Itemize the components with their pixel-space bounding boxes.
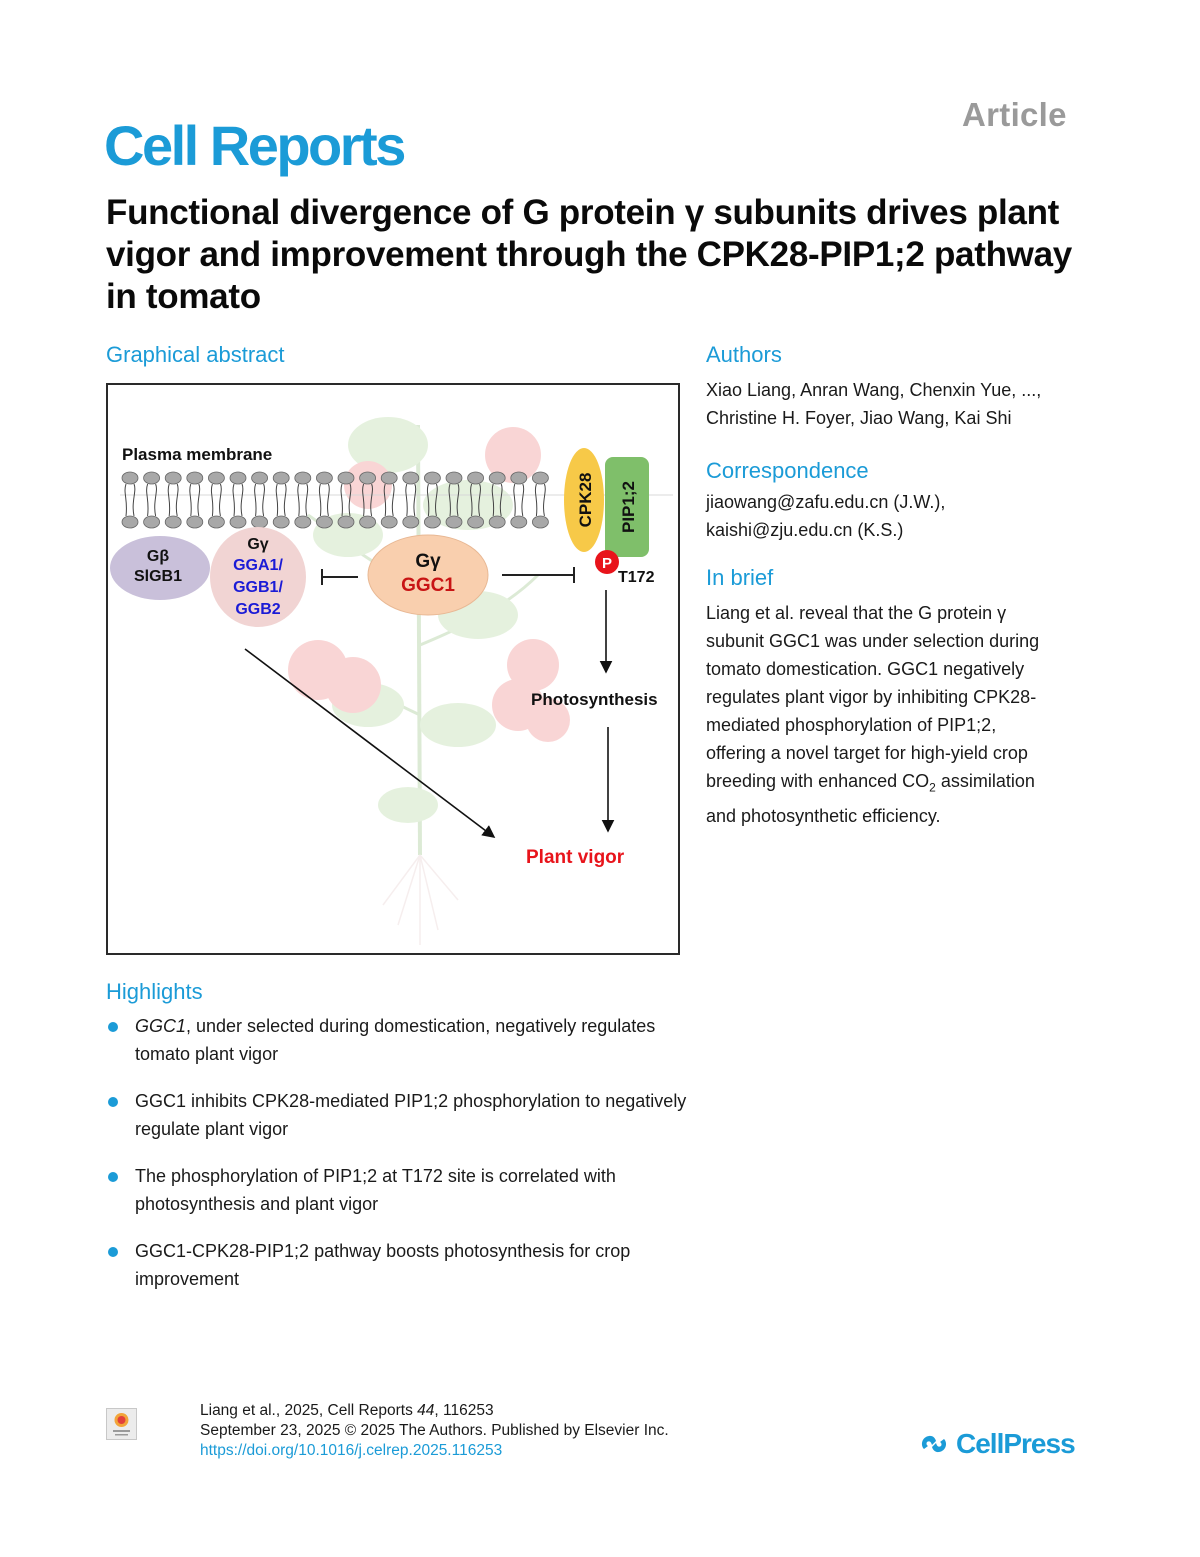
highlight-item: The phosphorylation of PIP1;2 at T172 site is correlated with photosynthesis and plant vigor <box>106 1162 696 1218</box>
correspondence-heading: Correspondence <box>706 458 869 483</box>
check-updates-icon <box>107 1409 136 1439</box>
correspondence-emails <box>706 488 1086 544</box>
ggc1-subunit <box>368 535 488 615</box>
check-for-updates-badge[interactable] <box>106 1408 137 1440</box>
cpk28-protein <box>564 448 604 552</box>
email-jiaowang[interactable]: jiaowang@zafu.edu.cn (J.W.), <box>706 492 946 512</box>
pip12-protein <box>605 457 649 557</box>
cellpress-logo: CellPress <box>918 1428 1075 1460</box>
email-kaishi[interactable]: kaishi@zju.edu.cn (K.S.) <box>706 520 904 540</box>
bullet-icon <box>108 1247 118 1257</box>
inhibition-arrow-right <box>502 567 574 583</box>
photosynthesis-label: Photosynthesis <box>531 690 658 709</box>
bullet-icon <box>108 1097 118 1107</box>
authors-list <box>706 376 1086 432</box>
highlights-heading: Highlights <box>106 979 203 1004</box>
svg-text:GGC1: GGC1 <box>401 575 455 596</box>
journal-logo: Cell Reports <box>104 114 404 177</box>
cpk28-label: CPK28 <box>576 472 595 528</box>
bullet-icon <box>108 1022 118 1032</box>
svg-text:GGB1/: GGB1/ <box>233 579 283 596</box>
pathway-diagram <box>108 385 680 955</box>
svg-text:SlGB1: SlGB1 <box>133 568 183 585</box>
bullet-icon <box>108 1172 118 1182</box>
copyright-line: September 23, 2025 © 2025 The Authors. Published by Elsevier Inc. <box>200 1422 669 1439</box>
svg-text:GGA1/: GGA1/ <box>233 557 283 574</box>
graphical-abstract-heading: Graphical abstract <box>106 342 285 367</box>
inhibition-arrow-left <box>322 569 358 585</box>
phosphorylation-marker <box>595 550 619 574</box>
article-type-label: Article <box>962 96 1067 133</box>
highlights-list <box>106 1012 696 1312</box>
plant-vigor-label: Plant vigor <box>526 847 625 868</box>
pip12-label: PIP1;2 <box>619 481 638 533</box>
svg-text:Gγ: Gγ <box>247 536 269 553</box>
cellpress-mark-icon <box>918 1429 950 1459</box>
svg-text:GGB2: GGB2 <box>235 601 281 618</box>
authors-heading: Authors <box>706 342 782 367</box>
svg-text:P: P <box>601 555 613 572</box>
citation-block <box>200 1401 669 1461</box>
article-title: Functional divergence of G protein γ subunits drives plant vigor and improvement through the CPK28-PIP1;2 pathway in tomato <box>106 193 1072 316</box>
highlight-item: GGC1 inhibits CPK28-mediated PIP1;2 phosphorylation to negatively regulate plant vigor <box>106 1087 696 1143</box>
svg-text:Gβ: Gβ <box>146 548 170 565</box>
gamma-subunits-group <box>210 527 306 627</box>
gbeta-subunit <box>110 536 210 600</box>
doi-link[interactable]: https://doi.org/10.1016/j.celrep.2025.116253 <box>200 1442 503 1459</box>
graphical-abstract-figure <box>106 383 680 955</box>
in-brief-text: Liang et al. reveal that the G protein γ subunit GGC1 was under selection during tomato domestication. GGC1 negatively regulates plant vigor by inhibiting CPK28- mediated phosphorylation of PIP1;2, offering a novel target for high-yield crop breeding with enhanced $CO_2$ assimilation and photosynthetic efficiency. <box>706 603 1040 826</box>
t172-site-label: T172 <box>618 569 655 586</box>
membrane-label: Plasma membrane <box>122 445 273 464</box>
authors-line-2: Christine H. Foyer, Jiao Wang, Kai Shi <box>706 408 1012 428</box>
highlight-item: GGC1-CPK28-PIP1;2 pathway boosts photosynthesis for crop improvement <box>106 1237 696 1293</box>
svg-text:Gγ: Gγ <box>415 551 441 572</box>
in-brief-heading: In brief <box>706 565 774 590</box>
citation-line: Liang et al., 2025, Cell Reports 44, 116253 <box>200 1402 494 1419</box>
authors-line-1: Xiao Liang, Anran Wang, Chenxin Yue, ..., <box>706 380 1042 400</box>
highlight-item: GGC1, under selected during domestication, negatively regulates tomato plant vigor <box>106 1012 696 1068</box>
